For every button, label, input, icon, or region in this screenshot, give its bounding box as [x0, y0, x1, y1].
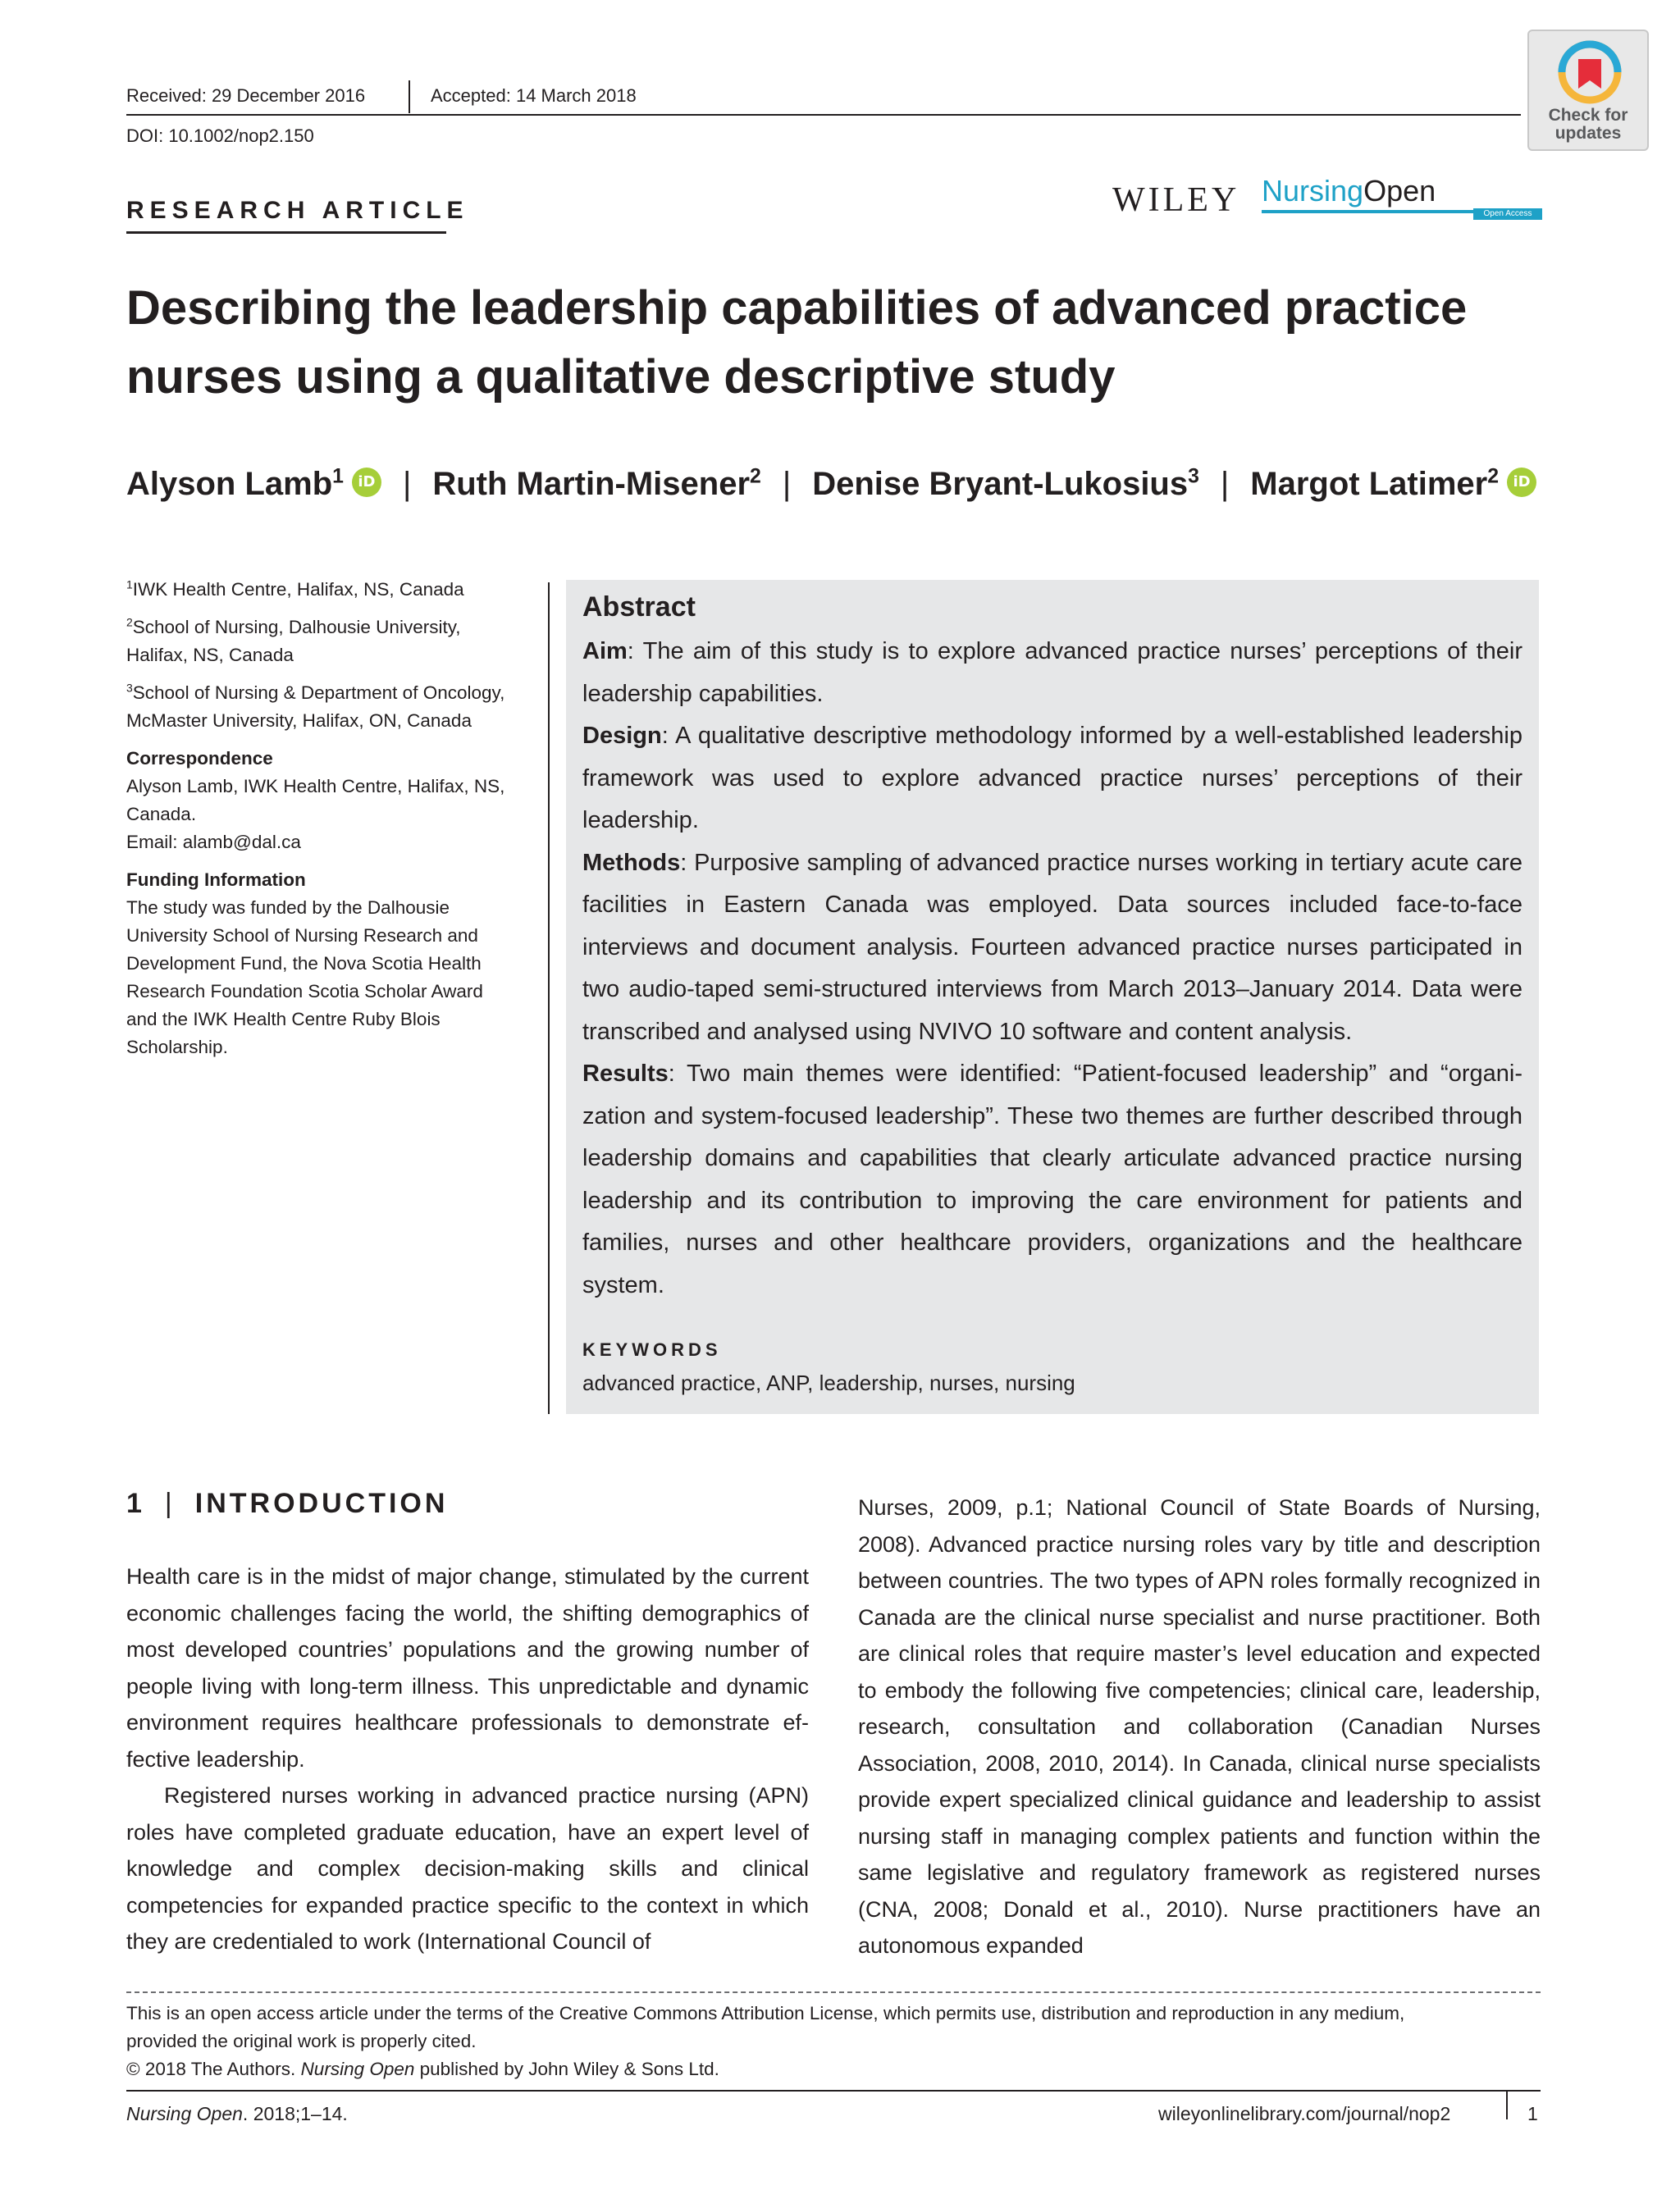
author-1[interactable]: Alyson Lamb$^1$: [126, 465, 344, 502]
author-4[interactable]: Margot Latimer$^2$: [1250, 465, 1500, 502]
doi: DOI: 10.1002/nop2.150: [126, 125, 314, 146]
page-number: 1: [1527, 2103, 1538, 2124]
funding-heading: Funding Information: [126, 869, 306, 890]
received-date: Received: 29 December 2016: [126, 85, 366, 106]
section-heading-introduction: [126, 1488, 448, 1520]
bookmark-ring-icon: [1529, 34, 1650, 108]
abstract-body: [582, 631, 1522, 1307]
correspondence-heading: Correspondence: [126, 748, 273, 769]
author-3[interactable]: Denise Bryant-Lukosius$^3$: [812, 465, 1199, 502]
author-separator: |: [402, 466, 412, 502]
footer-page-divider: [1506, 2092, 1508, 2119]
correspondence-text: Alyson Lamb, IWK Health Centre, Halifax, NS, Canada.: [126, 776, 505, 824]
open-access-tag: Open Access: [1473, 208, 1542, 220]
section-title: INTRODUCTION: [194, 1488, 449, 1519]
author-list: [126, 466, 1536, 503]
section-separator: |: [164, 1488, 176, 1519]
affiliation-2: $^2$School of Nursing, Dalhousie University, Halifax, NS, Canada: [126, 615, 461, 665]
article-type-underline: [126, 231, 446, 234]
header-rule: [126, 114, 1521, 116]
header-divider: [409, 80, 410, 113]
nursing-open-logo-b: Open: [1363, 174, 1436, 208]
nursing-open-logo: [1262, 174, 1436, 208]
orcid-icon[interactable]: iD: [352, 468, 381, 497]
intro-column-left: [126, 1558, 809, 1960]
orcid-icon[interactable]: iD: [1507, 468, 1536, 497]
intro-paragraph-2: Registered nurses working in advanced practice nursing (APN) roles have completed graduate education, have an expert level of knowledge and complex decision-making skills and clinical competencies for expanded practice specific to the context in which they are credentialed to work (International Council of: [126, 1783, 809, 1954]
author-separator: |: [1220, 466, 1230, 502]
check-for-updates-label: Check for updates: [1548, 106, 1628, 143]
correspondence-email[interactable]: Email: alamb@dal.ca: [126, 832, 301, 852]
license-divider: [126, 1991, 1541, 1993]
funding-text: The study was funded by the Dalhousie University School of Nursing Research and Development Fund, the Nova Scotia Health Research Foundation Scotia Scholar Award and the IWK Health Centre Ruby Blois Scholarship.: [126, 897, 483, 1057]
column-divider: [548, 582, 550, 1414]
author-2[interactable]: Ruth Martin-Misener$^2$: [432, 465, 761, 502]
license-line-1: This is an open access article under the terms of the Creative Commons Attribution License, which permits use, distribution and reproduction in any medium,: [126, 2003, 1405, 2023]
section-number: 1: [126, 1488, 145, 1519]
abstract-heading: Abstract: [582, 591, 696, 623]
keywords-heading: KEYWORDS: [582, 1339, 722, 1360]
author-separator: |: [782, 466, 792, 502]
intro-paragraph-3: Nurses, 2009, p.1; National Council of State Boards of Nursing, 2008). Advanced practice nursing roles vary by title and description between countries. The two types of APN roles formally recognized in Canada are the clinical nurse specialist and nurse practitioner. Both are clinical roles that require master’s level education and expected to embody the following five competencies; clinical care, leadership, research, consultation and collaboration (Canadian Nurses Association, 2008, 2010, 2014). In Canada, clinical nurse specialists provide expert specialized clinical guidance and leadership to assist nursing staff in managing complex patients and function within the same legislative and regulatory framework as registered nurses (CNA, 2008; Donald et al., 2010). Nurse practitioners have an autonomous expanded: [858, 1495, 1541, 1958]
footer-rule: [126, 2090, 1541, 2092]
footer-citation: Nursing Open. 2018;1–14.: [126, 2103, 348, 2124]
affiliations-column: [126, 576, 520, 1071]
abstract-box: [566, 580, 1539, 1414]
affiliation-3: $^3$School of Nursing & Department of Oncology, McMaster University, Halifax, ON, Canada: [126, 681, 505, 731]
nursing-open-logo-a: Nursing: [1262, 174, 1364, 208]
license-block: [126, 2000, 1554, 2083]
abstract-design: Design: A qualitative descriptive methodology informed by a well-established leadership framework was used to explore advanced practice nurses’ perceptions of their leadership.: [582, 723, 1522, 833]
footer-url[interactable]: wileyonlinelibrary.com/journal/nop2: [1158, 2103, 1451, 2124]
article-title: [126, 274, 1467, 412]
wiley-logo: WILEY: [1112, 181, 1240, 219]
abstract-aim: Aim: The aim of this study is to explore advanced practice nurses’ perceptions of their leadership capabilities.: [582, 638, 1522, 707]
license-line-2: provided the original work is properly cited.: [126, 2031, 477, 2051]
abstract-results: Results: Two main themes were identified: “Patient-focused leadership” and “organization and system-focused leadership”. These two themes are further described through leadership domains and capabilities that clearly articulate advanced practice nursing leadership and its contribution to improving the care environment for patients and families, nurses and other healthcare providers, organizations and the healthcare system.: [582, 1061, 1522, 1298]
keywords-list: advanced practice, ANP, leadership, nurses, nursing: [582, 1371, 1075, 1395]
intro-column-right: [858, 1489, 1541, 1964]
article-type-label: RESEARCH ARTICLE: [126, 197, 469, 224]
title-line-1: Describing the leadership capabilities of advanced practice: [126, 281, 1468, 335]
copyright-line: © 2018 The Authors. Nursing Open published by John Wiley & Sons Ltd.: [126, 2059, 719, 2079]
abstract-methods: Methods: Purposive sampling of advanced practice nurses working in tertiary acute care facilities in Eastern Canada was employed. Data sources included face-to-face interviews and document analysis. Fourteen advanced practice nurses participated in two audio-taped semi-structured interviews from March 2013–January 2014. Data were transcribed and analysed using NVIVO 10 software and content analysis.: [582, 849, 1522, 1045]
check-for-updates-badge[interactable]: [1527, 30, 1649, 151]
accepted-date: Accepted: 14 March 2018: [431, 85, 637, 106]
intro-paragraph-1: Health care is in the midst of major change, stimulated by the current economic challenges facing the world, the shifting demographics of most developed countries’ populations and the growing number of people living with long-term illness. This unpredictable and dynamic environment requires healthcare professionals to demonstrate effective leadership.: [126, 1564, 809, 1772]
title-line-2: nurses using a qualitative descriptive study: [126, 350, 1116, 404]
affiliation-1: $^1$IWK Health Centre, Halifax, NS, Canada: [126, 577, 464, 600]
